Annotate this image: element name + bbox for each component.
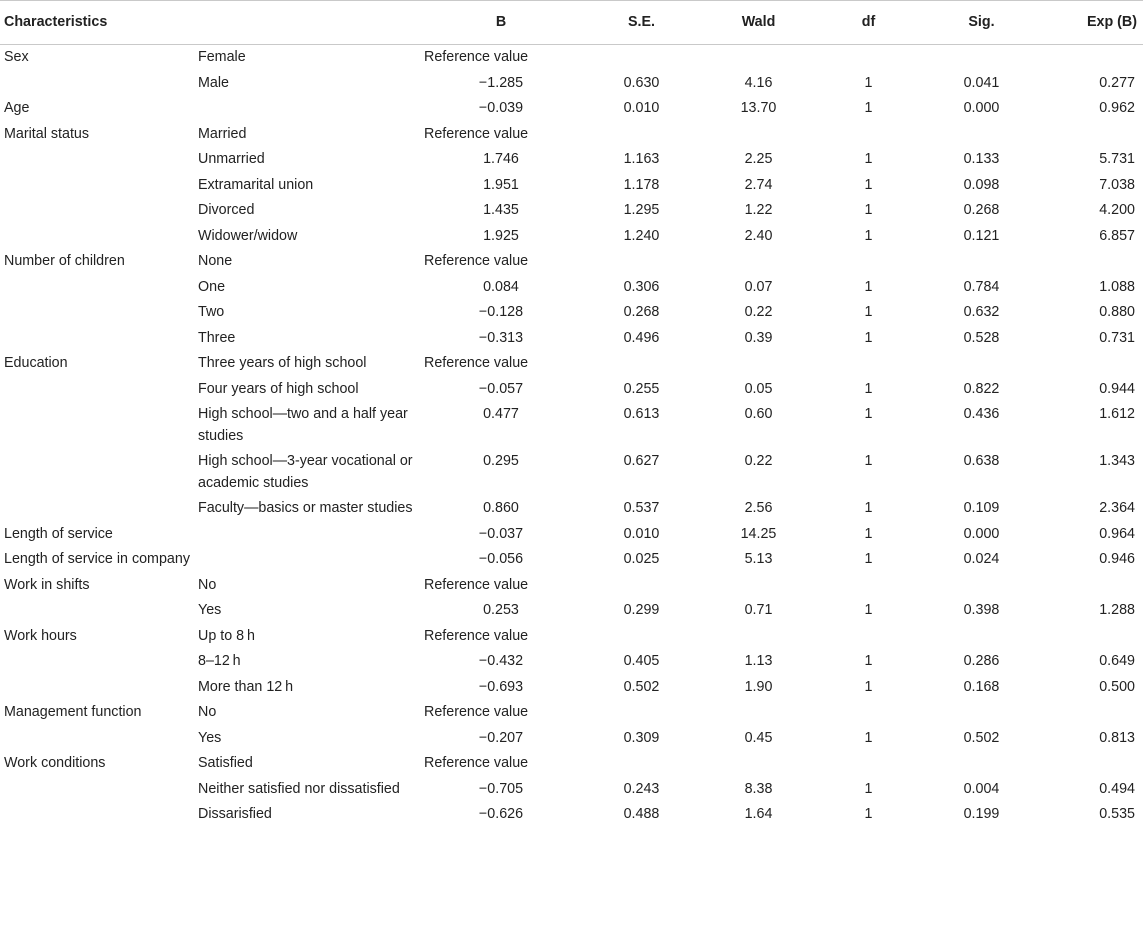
se-cell: 0.010 <box>623 525 660 542</box>
category-cell: Neither satisfied nor dissatisfied <box>198 780 400 797</box>
reference-value-cell: Reference value <box>424 576 529 593</box>
df-cell: 1 <box>864 729 873 746</box>
category-cell: Extramarital union <box>198 176 314 193</box>
exp-b-cell <box>1038 249 1143 275</box>
category-cell: One <box>198 278 226 295</box>
reference-value-cell: Reference value <box>424 125 529 142</box>
df-cell: 1 <box>864 74 873 91</box>
characteristic-cell <box>0 802 198 828</box>
df-cell: 1 <box>864 678 873 695</box>
sig-cell: 0.004 <box>963 780 1000 797</box>
category-cell: Female <box>198 49 246 65</box>
characteristic-cell <box>0 496 198 522</box>
category-cell: Dissarisfied <box>198 806 272 822</box>
characteristic-cell <box>0 71 198 97</box>
wald-cell: 1.22 <box>744 202 773 218</box>
wald-cell: 14.25 <box>740 525 777 542</box>
table-row <box>0 726 1143 752</box>
table-row <box>0 326 1143 352</box>
category-cell: Three years of high school <box>198 355 367 371</box>
exp-b-cell <box>1038 45 1143 71</box>
table-row <box>0 402 1143 449</box>
table-body <box>0 45 1143 828</box>
table-row <box>0 275 1143 301</box>
header-wald: Wald <box>705 1 812 45</box>
exp-b-cell: 0.880 <box>1099 304 1135 320</box>
se-cell <box>578 751 705 777</box>
se-cell <box>578 573 705 599</box>
category-cell: Up to 8 h <box>198 627 255 644</box>
b-cell: −0.432 <box>478 653 524 669</box>
sig-cell: 0.041 <box>963 74 1000 91</box>
b-cell: 0.477 <box>483 406 519 422</box>
se-cell <box>578 249 705 275</box>
exp-b-cell: 0.494 <box>1099 780 1135 797</box>
category-cell: Widower/widow <box>198 227 298 244</box>
category-cell: Three <box>198 329 236 346</box>
sig-cell <box>925 122 1038 148</box>
b-cell: −0.128 <box>478 304 524 320</box>
table-row <box>0 249 1143 275</box>
category-cell: No <box>198 704 217 720</box>
exp-b-cell: 1.612 <box>1099 406 1135 422</box>
wald-cell: 2.25 <box>744 151 773 167</box>
b-cell: 1.435 <box>483 202 519 218</box>
wald-cell: 0.22 <box>744 453 773 469</box>
sig-cell: 0.784 <box>963 278 1000 295</box>
df-cell: 1 <box>864 500 873 516</box>
sig-cell: 0.632 <box>963 304 1000 320</box>
wald-cell <box>705 249 812 275</box>
exp-b-cell: 0.946 <box>1099 551 1135 567</box>
wald-cell <box>705 122 812 148</box>
category-cell: Married <box>198 125 247 142</box>
df-cell: 1 <box>864 406 873 422</box>
df-cell: 1 <box>864 602 873 618</box>
header-df: df <box>812 1 925 45</box>
exp-b-cell: 0.500 <box>1099 678 1135 695</box>
se-cell: 0.309 <box>623 729 660 746</box>
sig-cell: 0.638 <box>963 453 1000 469</box>
b-cell: −0.037 <box>478 525 524 542</box>
category-cell: High school—3-year vocational or academic studies <box>198 453 413 491</box>
table-row <box>0 71 1143 97</box>
b-cell: −0.056 <box>478 551 524 567</box>
sig-cell: 0.000 <box>963 525 1000 542</box>
exp-b-cell: 6.857 <box>1099 227 1135 244</box>
b-cell: −0.057 <box>478 380 524 397</box>
se-cell: 0.025 <box>623 551 660 567</box>
b-cell: 0.084 <box>483 278 519 295</box>
characteristic-cell <box>0 675 198 701</box>
sig-cell: 0.133 <box>963 151 1000 167</box>
category-cell: High school—two and a half year studies <box>198 406 408 444</box>
se-cell: 0.613 <box>623 406 660 422</box>
exp-b-cell: 0.731 <box>1099 329 1135 346</box>
exp-b-cell: 0.944 <box>1099 380 1135 397</box>
b-cell: 0.295 <box>483 453 519 469</box>
wald-cell: 2.40 <box>744 227 773 244</box>
b-cell: 1.746 <box>483 151 519 167</box>
characteristic-cell: Work in shifts <box>4 576 90 593</box>
se-cell: 0.502 <box>623 678 660 695</box>
table-row <box>0 377 1143 403</box>
sig-cell <box>925 249 1038 275</box>
b-cell: 1.951 <box>483 176 519 193</box>
wald-cell: 4.16 <box>744 74 773 91</box>
wald-cell <box>705 700 812 726</box>
se-cell <box>578 122 705 148</box>
sig-cell: 0.000 <box>963 100 1000 116</box>
df-cell: 1 <box>864 151 873 167</box>
characteristic-cell <box>0 326 198 352</box>
df-cell: 1 <box>864 525 873 542</box>
characteristic-cell <box>0 598 198 624</box>
category-cell: Faculty—basics or master studies <box>198 500 413 516</box>
characteristic-cell <box>0 777 198 803</box>
df-cell <box>812 573 925 599</box>
exp-b-cell <box>1038 751 1143 777</box>
category-cell: No <box>198 576 217 593</box>
characteristic-cell <box>0 224 198 250</box>
characteristic-cell <box>0 377 198 403</box>
wald-cell <box>705 751 812 777</box>
df-cell: 1 <box>864 653 873 669</box>
sig-cell <box>925 624 1038 650</box>
wald-cell: 0.60 <box>744 406 773 422</box>
df-cell <box>812 351 925 377</box>
exp-b-cell <box>1038 624 1143 650</box>
se-cell: 1.163 <box>623 151 660 167</box>
table-row <box>0 147 1143 173</box>
table-row <box>0 624 1143 650</box>
table-row <box>0 802 1143 828</box>
sig-cell: 0.398 <box>963 602 1000 618</box>
table-row <box>0 522 1143 548</box>
df-cell <box>812 249 925 275</box>
exp-b-cell: 4.200 <box>1099 202 1135 218</box>
exp-b-cell: 0.962 <box>1099 100 1135 116</box>
sig-cell <box>925 573 1038 599</box>
wald-cell: 13.70 <box>740 100 777 116</box>
df-cell <box>812 624 925 650</box>
table-row <box>0 496 1143 522</box>
reference-value-cell: Reference value <box>424 627 529 644</box>
se-cell: 0.243 <box>623 780 660 797</box>
df-cell: 1 <box>864 202 873 218</box>
characteristic-cell <box>0 449 198 496</box>
header-b: B <box>424 1 578 45</box>
wald-cell: 1.64 <box>744 806 773 822</box>
wald-cell: 1.90 <box>744 678 773 695</box>
exp-b-cell <box>1038 573 1143 599</box>
table-row <box>0 649 1143 675</box>
se-cell: 0.537 <box>623 500 660 516</box>
table-row <box>0 96 1143 122</box>
exp-b-cell <box>1038 700 1143 726</box>
characteristic-cell: Sex <box>4 49 29 65</box>
se-cell: 0.630 <box>623 74 660 91</box>
characteristic-cell: Education <box>4 355 68 371</box>
table-row <box>0 45 1143 71</box>
df-cell: 1 <box>864 551 873 567</box>
exp-b-cell: 1.343 <box>1099 453 1135 469</box>
sig-cell <box>925 700 1038 726</box>
b-cell: −0.705 <box>478 780 524 797</box>
table-row <box>0 300 1143 326</box>
table-row <box>0 547 1143 573</box>
table-row <box>0 122 1143 148</box>
wald-cell: 0.05 <box>744 380 773 397</box>
category-cell <box>198 96 424 122</box>
wald-cell: 0.45 <box>744 729 773 746</box>
b-cell: −0.039 <box>478 100 524 116</box>
df-cell: 1 <box>864 453 873 469</box>
se-cell <box>578 351 705 377</box>
se-cell: 1.178 <box>623 176 660 193</box>
b-cell: −0.313 <box>478 329 524 346</box>
characteristic-cell: Management function <box>4 704 142 720</box>
b-cell: −0.207 <box>478 729 524 746</box>
se-cell <box>578 624 705 650</box>
df-cell <box>812 751 925 777</box>
characteristic-cell: Length of service <box>4 525 113 542</box>
exp-b-cell: 0.964 <box>1099 525 1135 542</box>
df-cell: 1 <box>864 304 873 320</box>
exp-b-cell <box>1038 351 1143 377</box>
b-cell: 0.253 <box>483 602 519 618</box>
table-row <box>0 449 1143 496</box>
df-cell <box>812 700 925 726</box>
header-exp-b: Exp (B) <box>1038 1 1143 45</box>
se-cell: 0.306 <box>623 278 660 295</box>
category-cell: Unmarried <box>198 151 265 167</box>
df-cell: 1 <box>864 176 873 193</box>
characteristic-cell: Number of children <box>4 253 125 269</box>
df-cell <box>812 45 925 71</box>
exp-b-cell: 0.649 <box>1099 653 1135 669</box>
se-cell: 1.295 <box>623 202 660 218</box>
sig-cell <box>925 45 1038 71</box>
sig-cell: 0.109 <box>963 500 1000 516</box>
header-row <box>0 1 1143 45</box>
table-row <box>0 751 1143 777</box>
characteristic-cell <box>0 147 198 173</box>
se-cell: 0.405 <box>623 653 660 669</box>
category-cell: Male <box>198 74 229 91</box>
header-sig: Sig. <box>925 1 1038 45</box>
wald-cell <box>705 351 812 377</box>
characteristic-cell: Length of service in company <box>4 551 190 567</box>
sig-cell: 0.528 <box>963 329 1000 346</box>
category-cell: Yes <box>198 602 222 618</box>
sig-cell: 0.098 <box>963 176 1000 193</box>
b-cell: −0.693 <box>478 678 524 695</box>
b-cell: −1.285 <box>478 74 524 91</box>
category-cell: 8–12 h <box>198 653 241 669</box>
table-row <box>0 777 1143 803</box>
category-cell: Yes <box>198 729 222 746</box>
table-row <box>0 573 1143 599</box>
reference-value-cell: Reference value <box>424 355 529 371</box>
df-cell: 1 <box>864 329 873 346</box>
category-cell: More than 12 h <box>198 678 294 695</box>
exp-b-cell: 0.535 <box>1099 806 1135 822</box>
df-cell: 1 <box>864 227 873 244</box>
wald-cell: 0.07 <box>744 278 773 295</box>
se-cell: 0.268 <box>623 304 660 320</box>
se-cell: 0.299 <box>623 602 660 618</box>
df-cell: 1 <box>864 100 873 116</box>
header-characteristics: Characteristics <box>0 1 198 45</box>
sig-cell: 0.822 <box>963 380 1000 397</box>
sig-cell <box>925 751 1038 777</box>
table-row <box>0 598 1143 624</box>
characteristic-cell: Work conditions <box>4 755 106 771</box>
b-cell: 0.860 <box>483 500 519 516</box>
characteristic-cell <box>0 173 198 199</box>
exp-b-cell: 1.288 <box>1099 602 1135 618</box>
exp-b-cell: 7.038 <box>1099 176 1135 193</box>
reference-value-cell: Reference value <box>424 704 529 720</box>
se-cell <box>578 700 705 726</box>
wald-cell <box>705 573 812 599</box>
reference-value-cell: Reference value <box>424 49 529 65</box>
sig-cell: 0.436 <box>963 406 1000 422</box>
characteristic-cell: Marital status <box>4 125 90 142</box>
exp-b-cell: 0.813 <box>1099 729 1135 746</box>
wald-cell: 1.13 <box>744 653 773 669</box>
b-cell: 1.925 <box>483 227 519 244</box>
sig-cell: 0.268 <box>963 202 1000 218</box>
wald-cell: 0.22 <box>744 304 773 320</box>
wald-cell: 8.38 <box>744 780 773 797</box>
se-cell: 0.627 <box>623 453 660 469</box>
characteristic-cell <box>0 275 198 301</box>
exp-b-cell: 5.731 <box>1099 151 1135 167</box>
table-row <box>0 198 1143 224</box>
exp-b-cell: 1.088 <box>1099 278 1135 295</box>
reference-value-cell: Reference value <box>424 755 529 771</box>
category-cell: Satisfied <box>198 755 253 771</box>
df-cell: 1 <box>864 278 873 295</box>
se-cell: 0.488 <box>623 806 660 822</box>
header-category <box>198 1 424 45</box>
wald-cell: 0.71 <box>744 602 773 618</box>
sig-cell: 0.199 <box>963 806 1000 822</box>
characteristic-cell <box>0 300 198 326</box>
table-row <box>0 224 1143 250</box>
se-cell: 0.255 <box>623 380 660 397</box>
se-cell <box>578 45 705 71</box>
category-cell: None <box>198 253 233 269</box>
header-se: S.E. <box>578 1 705 45</box>
b-cell: −0.626 <box>478 806 524 822</box>
category-cell: Two <box>198 304 225 320</box>
sig-cell: 0.286 <box>963 653 1000 669</box>
characteristic-cell: Work hours <box>4 627 77 644</box>
wald-cell: 2.56 <box>744 500 773 516</box>
se-cell: 1.240 <box>623 227 660 244</box>
category-cell <box>198 547 424 573</box>
characteristic-cell <box>0 649 198 675</box>
df-cell: 1 <box>864 380 873 397</box>
se-cell: 0.010 <box>623 100 660 116</box>
characteristic-cell <box>0 726 198 752</box>
table-row <box>0 351 1143 377</box>
df-cell: 1 <box>864 806 873 822</box>
wald-cell <box>705 45 812 71</box>
sig-cell: 0.121 <box>963 227 1000 244</box>
table-row <box>0 700 1143 726</box>
wald-cell: 0.39 <box>744 329 773 346</box>
table-row <box>0 173 1143 199</box>
characteristic-cell <box>0 198 198 224</box>
exp-b-cell: 0.277 <box>1099 74 1135 91</box>
category-cell: Divorced <box>198 202 255 218</box>
se-cell: 0.496 <box>623 329 660 346</box>
exp-b-cell: 2.364 <box>1099 500 1135 516</box>
sig-cell: 0.024 <box>963 551 1000 567</box>
category-cell <box>198 522 424 548</box>
wald-cell <box>705 624 812 650</box>
df-cell: 1 <box>864 780 873 797</box>
exp-b-cell <box>1038 122 1143 148</box>
characteristic-cell <box>0 402 198 449</box>
characteristic-cell: Age <box>4 100 30 116</box>
sig-cell: 0.502 <box>963 729 1000 746</box>
wald-cell: 5.13 <box>744 551 773 567</box>
wald-cell: 2.74 <box>744 176 773 193</box>
table-row <box>0 675 1143 701</box>
category-cell: Four years of high school <box>198 380 359 397</box>
df-cell <box>812 122 925 148</box>
sig-cell <box>925 351 1038 377</box>
sig-cell: 0.168 <box>963 678 1000 695</box>
reference-value-cell: Reference value <box>424 253 529 269</box>
